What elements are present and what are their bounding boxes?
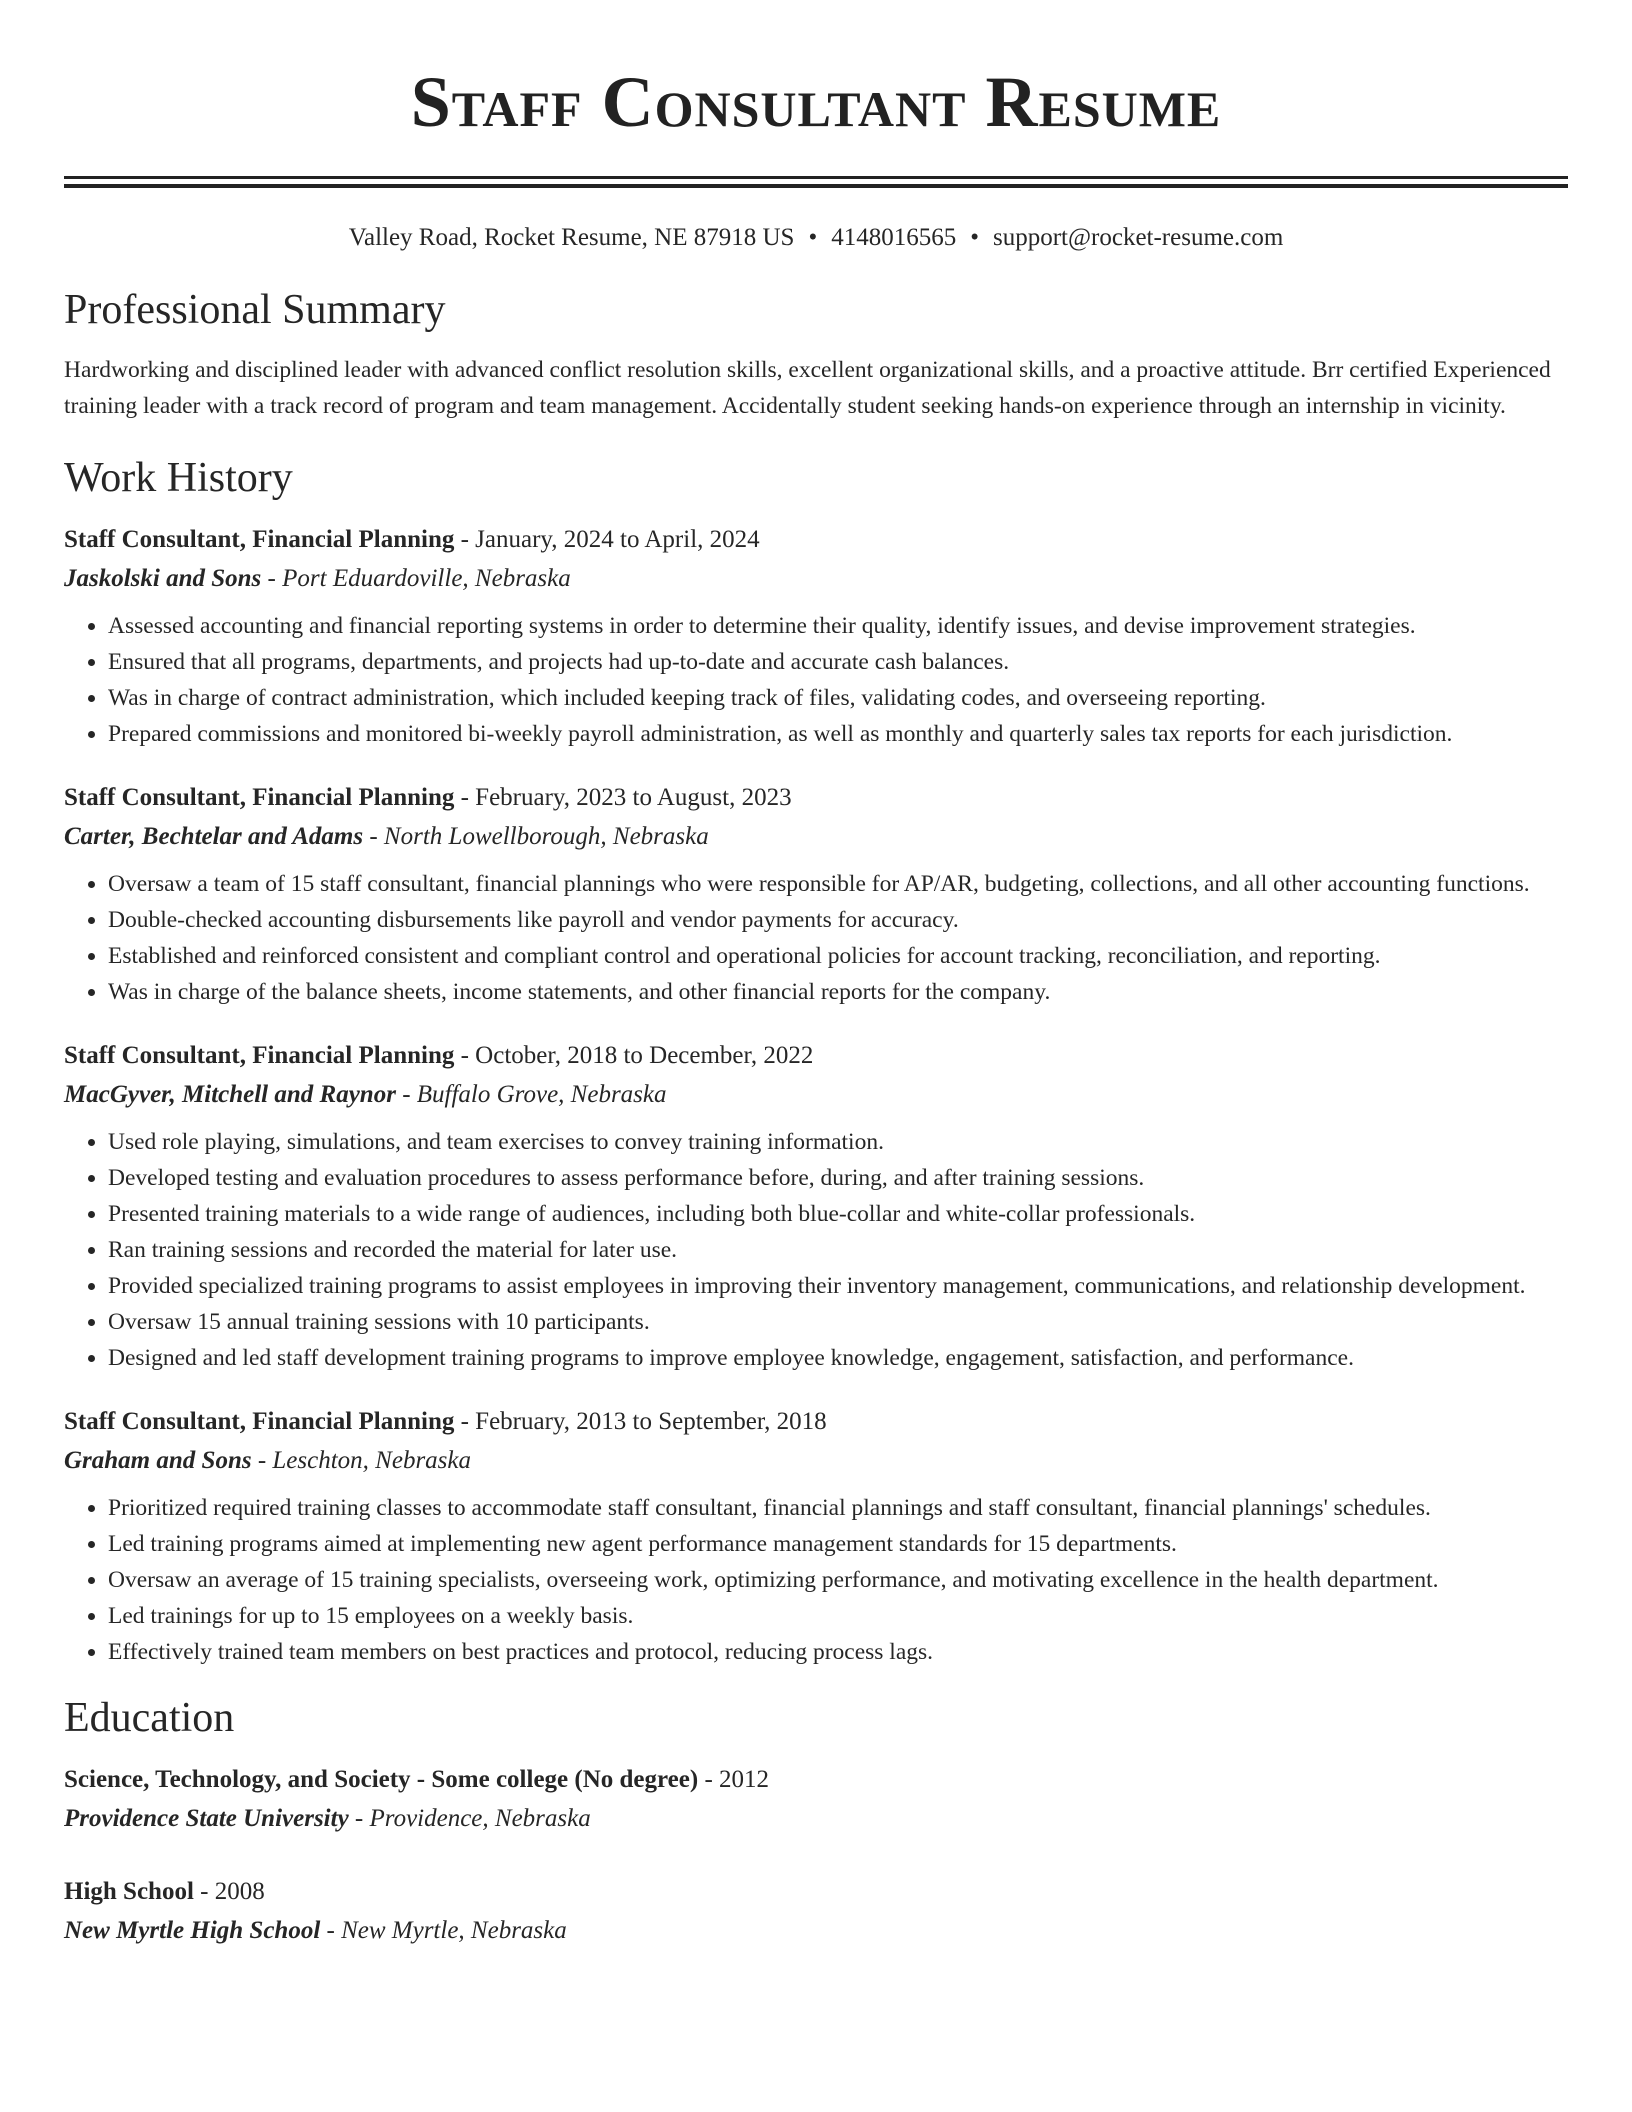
job-bullet-item: • Effectively trained team members on best practices and protocol, reducing process lags. <box>108 1634 1568 1670</box>
summary-heading: Professional Summary <box>64 287 446 333</box>
job-company-line <box>64 818 1568 856</box>
contact-line <box>64 218 1568 258</box>
job-entry <box>64 778 1568 1010</box>
job-location: - North Lowellborough, Nebraska <box>363 823 709 850</box>
job-bullet-item: • Was in charge of the balance sheets, income statements, and other financial reports for the company. <box>108 974 1568 1010</box>
job-bullet-item: • Presented training materials to a wide range of audiences, including both blue-collar and white-collar professionals. <box>108 1196 1568 1232</box>
education-location: - Providence, Nebraska <box>348 1805 591 1832</box>
job-title: Staff Consultant, Financial Planning <box>64 784 455 811</box>
job-bullet-item: • Prepared commissions and monitored bi-weekly payroll administration, as well as monthly and quarterly sales tax reports for each jurisdiction. <box>108 716 1568 752</box>
education-degree: High School <box>64 1878 194 1905</box>
education-entry <box>64 1872 1568 1950</box>
job-bullet-item: • Led training programs aimed at implementing new agent performance management standards for 15 departments. <box>108 1526 1568 1562</box>
job-location: - Leschton, Nebraska <box>251 1447 471 1474</box>
contact-email: support@rocket-resume.com <box>993 224 1284 251</box>
work-history-heading: Work History <box>64 455 293 501</box>
job-bullet-item: • Designed and led staff development training programs to improve employee knowledge, engagement, satisfaction, and performance. <box>108 1340 1568 1376</box>
job-bullet-item: • Assessed accounting and financial reporting systems in order to determine their quality, identify issues, and devise improvement strategies. <box>108 608 1568 644</box>
job-company: Graham and Sons <box>64 1447 252 1474</box>
education-school: Providence State University <box>64 1805 349 1832</box>
page-title: Staff Consultant Resume <box>410 62 1222 142</box>
contact-address: Valley Road, Rocket Resume, NE 87918 US <box>348 224 795 251</box>
job-bullet-item: • Established and reinforced consistent and compliant control and operational policies for account tracking, reconciliation, and reporting. <box>108 938 1568 974</box>
contact-phone: 4148016565 <box>831 224 957 251</box>
education-location: - New Myrtle, Nebraska <box>320 1917 567 1944</box>
job-title: Staff Consultant, Financial Planning <box>64 526 455 553</box>
job-bullet-item: • Oversaw a team of 15 staff consultant, financial plannings who were responsible for AP/AR, budgeting, collections, and all other accounting functions. <box>108 866 1568 902</box>
job-bullets <box>64 1124 1568 1376</box>
bullet-separator: • <box>808 224 818 251</box>
job-title: Staff Consultant, Financial Planning <box>64 1042 455 1069</box>
job-dates: - October, 2018 to December, 2022 <box>454 1042 814 1069</box>
job-company: Carter, Bechtelar and Adams <box>64 823 364 850</box>
job-bullet-item: • Developed testing and evaluation procedures to assess performance before, during, and after training sessions. <box>108 1160 1568 1196</box>
education-year: - 2008 <box>193 1878 265 1905</box>
education-degree: Science, Technology, and Society - Some college (No degree) <box>64 1766 699 1793</box>
job-bullet-item: • Provided specialized training programs to assist employees in improving their inventory management, communications, and relationship development. <box>108 1268 1568 1304</box>
job-dates: - February, 2023 to August, 2023 <box>454 784 792 811</box>
job-location: - Buffalo Grove, Nebraska <box>395 1081 667 1108</box>
job-bullet-item: • Ensured that all programs, departments, and projects had up-to-date and accurate cash balances. <box>108 644 1568 680</box>
job-bullets <box>64 1490 1568 1670</box>
job-role-line <box>64 1402 1568 1442</box>
job-role-line <box>64 1036 1568 1076</box>
job-bullet-item: • Double-checked accounting disbursements like payroll and vendor payments for accuracy. <box>108 902 1568 938</box>
job-bullet-item: • Prioritized required training classes to accommodate staff consultant, financial plannings and staff consultant, financial plannings' schedules. <box>108 1490 1568 1526</box>
education-heading: Education <box>64 1695 235 1741</box>
education-school: New Myrtle High School <box>64 1917 321 1944</box>
job-bullets <box>64 608 1568 752</box>
job-dates: - January, 2024 to April, 2024 <box>454 526 760 553</box>
job-role-line <box>64 778 1568 818</box>
education-entry <box>64 1760 1568 1838</box>
job-bullet-item: • Led trainings for up to 15 employees on a weekly basis. <box>108 1598 1568 1634</box>
job-company: Jaskolski and Sons <box>64 565 262 592</box>
education-year: - 2012 <box>698 1766 770 1793</box>
job-company: MacGyver, Mitchell and Raynor <box>64 1081 396 1108</box>
job-dates: - February, 2013 to September, 2018 <box>454 1408 827 1435</box>
education-degree-line <box>64 1872 1568 1912</box>
bullet-separator: • <box>970 224 979 251</box>
job-company-line <box>64 560 1568 598</box>
job-entry <box>64 520 1568 752</box>
job-entry <box>64 1402 1568 1670</box>
education-degree-line <box>64 1760 1568 1800</box>
job-bullet-item: • Ran training sessions and recorded the material for later use. <box>108 1232 1568 1268</box>
summary-text: Hardworking and disciplined leader with advanced conflict resolution skills, excellent organizational skills, and a proactive attitude. Brr certified Experienced training leader with a track record of program and team management. Accidentally student seeking hands-on experience through an internship in vicinity. <box>64 357 1551 419</box>
education-school-line <box>64 1912 1568 1950</box>
education-school-line <box>64 1800 1568 1838</box>
job-company-line <box>64 1442 1568 1480</box>
job-bullet-item: • Oversaw 15 annual training sessions with 10 participants. <box>108 1304 1568 1340</box>
education-list <box>64 1760 1568 1950</box>
job-bullets <box>64 866 1568 1010</box>
job-role-line <box>64 520 1568 560</box>
title-divider <box>64 176 1568 188</box>
job-bullet-item: • Oversaw an average of 15 training specialists, overseeing work, optimizing performance, and motivating excellence in the health department. <box>108 1562 1568 1598</box>
job-bullet-item: • Was in charge of contract administration, which included keeping track of files, validating codes, and overseeing reporting. <box>108 680 1568 716</box>
job-title: Staff Consultant, Financial Planning <box>64 1408 455 1435</box>
job-bullet-item: • Used role playing, simulations, and team exercises to convey training information. <box>108 1124 1568 1160</box>
work-history-list <box>64 520 1568 1670</box>
job-company-line <box>64 1076 1568 1114</box>
job-location: - Port Eduardoville, Nebraska <box>261 565 571 592</box>
job-entry <box>64 1036 1568 1376</box>
